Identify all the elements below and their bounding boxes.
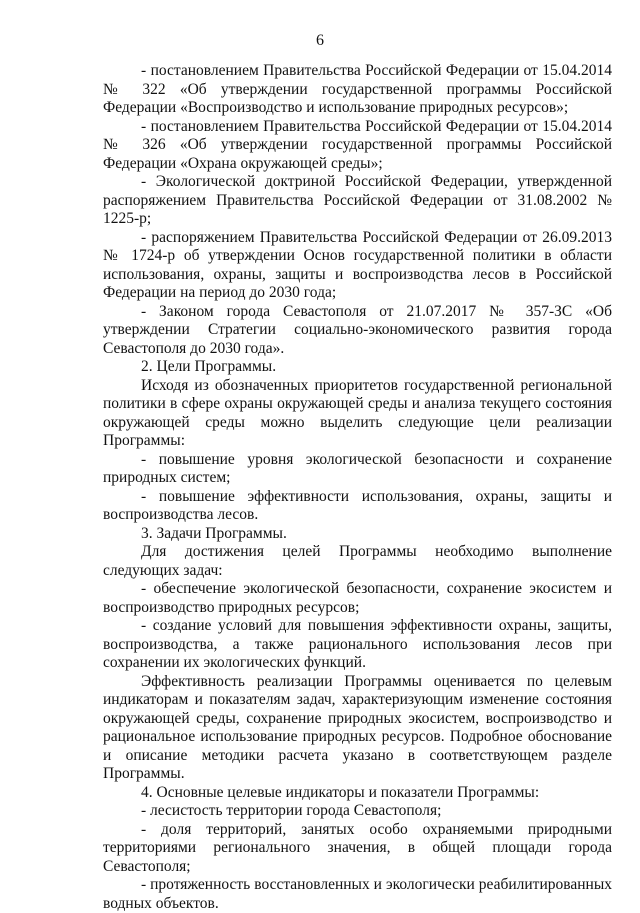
section-heading-goals: 2. Цели Программы.: [141, 358, 277, 375]
paragraph-sevastopol-law: - Законом города Севастополя от 21.07.2017 № 357-ЗС «Об утверждении Стратегии социально-экономического развития города Севастополя до 2030 года».: [103, 302, 612, 357]
section-heading-tasks: 3. Задачи Программы.: [141, 524, 287, 542]
list-item-indicator-3: - протяженность восстановленных и экологически реабилитированных водных объектов.: [103, 876, 612, 912]
paragraph-tasks-intro: Для достижения целей Программы необходимо выполнение следующих задач:: [103, 543, 612, 579]
list-item-indicator-2: - доля территорий, занятых особо охраняемыми природными территориями регионального значения, в общей площади города Севастополя;: [103, 820, 612, 875]
paragraph-ecological-doctrine: - Экологической доктриной Российской Федерации, утвержденной распоряжением Правительства Российской Федерации от 31.08.2002 № 1225-р;: [103, 173, 612, 227]
list-item-goal-2: - повышение эффективности использования, охраны, защиты и воспроизводства лесов.: [103, 487, 612, 523]
paragraph-goals-intro: Исходя из обозначенных приоритетов государственной региональной политики в сфере охраны окружающей среды и анализа текущего состояния окружающей среды можно выделить следующие цели реализации Программы:: [103, 376, 612, 449]
list-item-task-1: - обеспечение экологической безопасности, сохранение экосистем и воспроизводство природных ресурсов;: [103, 580, 612, 616]
section-heading-indicators: 4. Основные целевые индикаторы и показатели Программы:: [141, 783, 540, 801]
list-item-task-2: - создание условий для повышения эффективности охраны, защиты, воспроизводства, а также рационального использования лесов при сохранении их экологических функций.: [103, 617, 612, 671]
paragraph-gov-decree-326: - постановлением Правительства Российской Федерации от 15.04.2014 № 326 «Об утверждении государственной программы Российской Федерации «Охрана окружающей среды»;: [103, 117, 612, 172]
paragraph-efficiency: Эффективность реализации Программы оценивается по целевым индикаторам и показателям задач, характеризующим изменение состояния окружающей среды, сохранение природных экосистем, воспроизводство и рациональное использование природных ресурсов. Подробное обоснование и описание методики расчета указано в соответствующем разделе Программы.: [103, 672, 612, 782]
list-item-goal-1: - повышение уровня экологической безопасности и сохранение природных систем;: [103, 450, 612, 486]
document-body: [103, 62, 612, 913]
paragraph-gov-decree-322: - постановлением Правительства Российской Федерации от 15.04.2014 № 322 «Об утверждении государственной программы Российской Федерации «Воспроизводство и использование природных ресурсов»;: [103, 62, 612, 116]
list-item-indicator-1: - лесистость территории города Севастополя;: [141, 802, 442, 819]
page-number: 6: [316, 32, 324, 49]
paragraph-forest-policy: - распоряжением Правительства Российской Федерации от 26.09.2013 № 1724-р об утверждении Основ государственной политики в области использования, охраны, защиты и воспроизводства лесов в Российской Федерации на период до 2030 года;: [103, 228, 612, 301]
